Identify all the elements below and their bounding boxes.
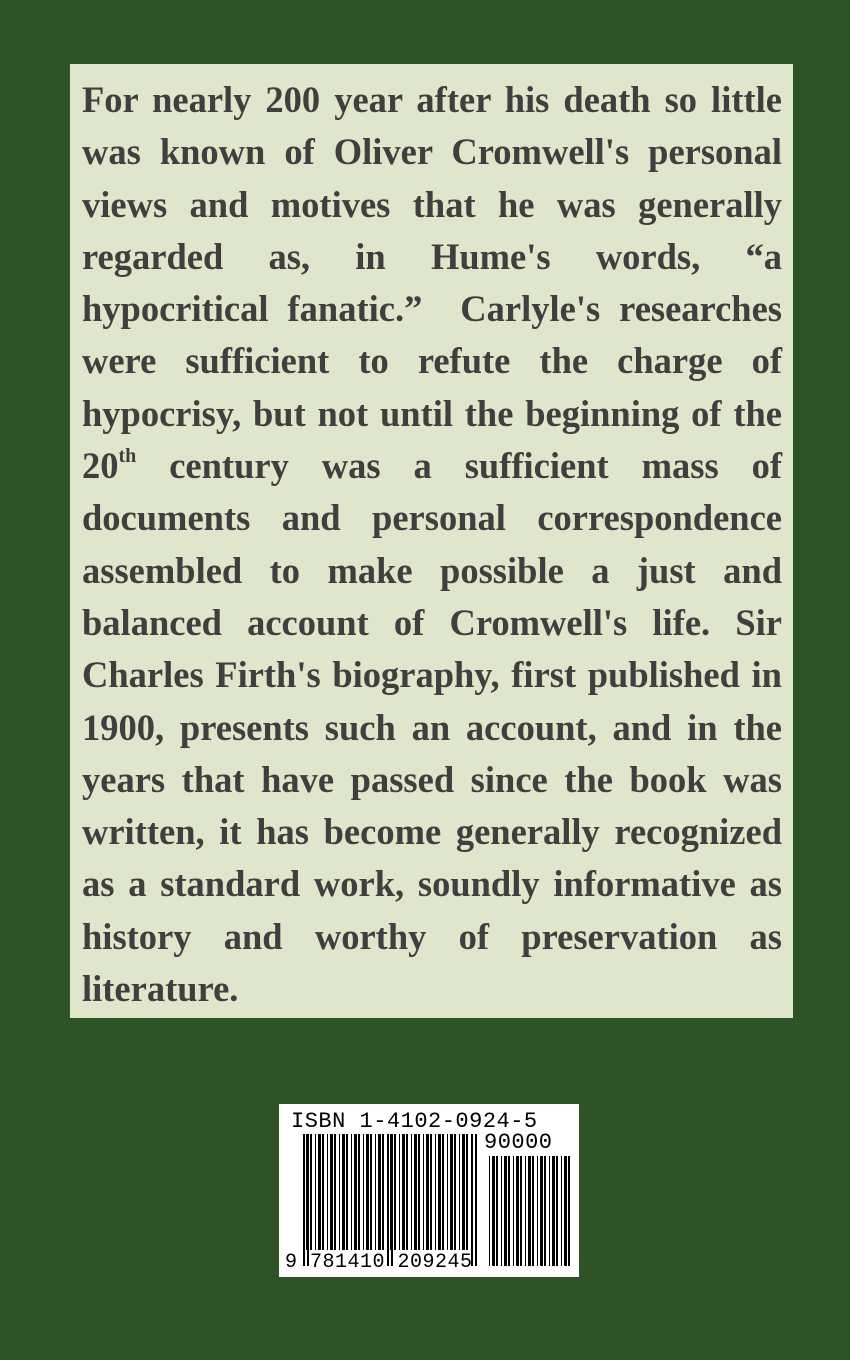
barcode-bar <box>423 1134 424 1250</box>
barcode-bar <box>339 1134 340 1250</box>
barcode-bar <box>532 1156 534 1266</box>
barcode-bar <box>418 1134 420 1250</box>
barcode-bar <box>501 1156 502 1266</box>
barcode-bar <box>537 1156 538 1266</box>
barcode-bar <box>504 1156 507 1266</box>
barcode-bar <box>544 1156 546 1266</box>
barcode-bar <box>346 1134 348 1250</box>
barcode-bar <box>438 1134 441 1250</box>
blurb-text-part-2: century was a sufficient mass of documents and personal correspondence assembled to make possible a just and balanced account of Cromwell's life. Sir Charles Firth's biography, first published in 1900, presents such an account, and in the years that have passed since the book was written, it has become generally recognized as a standard work, soundly informative as history and worthy of preservation as literature. <box>82 445 782 1010</box>
barcode-guard-bar <box>391 1134 393 1266</box>
barcode-guard-bar <box>387 1134 389 1266</box>
barcode-bar <box>318 1134 321 1250</box>
barcode-bar <box>322 1134 324 1250</box>
barcode-bar <box>334 1134 336 1250</box>
barcode-bar <box>459 1134 460 1250</box>
barcode-box <box>279 1104 579 1277</box>
barcode-bar <box>370 1134 372 1250</box>
barcode-bar <box>513 1156 514 1266</box>
barcode-bar <box>520 1156 522 1266</box>
barcode-bar <box>375 1134 376 1250</box>
barcode-bar <box>454 1134 456 1250</box>
barcode-bar <box>561 1156 562 1266</box>
barcode-bar <box>435 1134 436 1250</box>
barcode-bar <box>496 1156 498 1266</box>
barcode-bar <box>351 1134 352 1250</box>
barcode-guard-bar <box>303 1134 305 1266</box>
barcode-bar <box>492 1156 495 1266</box>
barcode-bar <box>327 1134 328 1250</box>
barcode-bar <box>394 1134 396 1250</box>
barcode-bar <box>466 1134 468 1250</box>
barcode-bar <box>568 1156 570 1266</box>
barcode-bar <box>552 1156 555 1266</box>
barcode-bar <box>426 1134 429 1250</box>
barcode-bar <box>508 1156 510 1266</box>
barcode-bar <box>315 1134 316 1250</box>
ean-number: 9 781410 209245 <box>285 1251 473 1274</box>
barcode-guard-bar <box>475 1134 477 1266</box>
barcode-bar <box>447 1134 448 1250</box>
barcode-bar <box>556 1156 558 1266</box>
barcode-bar <box>402 1134 405 1250</box>
barcode-bar <box>330 1134 333 1250</box>
barcode-bar <box>564 1156 567 1266</box>
price-code: 90000 <box>484 1130 553 1155</box>
blurb-panel <box>70 64 793 1018</box>
barcode-bar <box>549 1156 550 1266</box>
barcode-bar <box>528 1156 531 1266</box>
barcode-bar <box>399 1134 400 1250</box>
barcode-bar <box>411 1134 412 1250</box>
barcode-bar <box>363 1134 364 1250</box>
barcode-bar <box>489 1156 490 1266</box>
barcode-bar <box>358 1134 360 1250</box>
barcode-bar <box>450 1134 453 1250</box>
barcode-bar <box>378 1134 381 1250</box>
barcode-bar <box>525 1156 526 1266</box>
blurb-text-part-1: For nearly 200 year after his death so little was known of Oliver Cromwell's personal views and motives that he was generally regarded as, in Hume's words, “a hypocritical fanatic.” Carlyle's researches were sufficient to refute the charge of hypocrisy, but not until the beginning of the 20 <box>82 79 782 487</box>
barcode-bar <box>516 1156 519 1266</box>
barcode-bar <box>430 1134 432 1250</box>
barcode-guard-bar <box>471 1134 473 1266</box>
barcode-bar <box>442 1134 444 1250</box>
barcode-bar <box>366 1134 369 1250</box>
barcode-bar <box>354 1134 357 1250</box>
barcode-bar <box>414 1134 417 1250</box>
barcode-bar <box>462 1134 465 1250</box>
isbn-label: ISBN 1-4102-0924-5 <box>291 1109 538 1134</box>
barcode-bar <box>310 1134 312 1250</box>
barcode-bar <box>342 1134 345 1250</box>
ordinal-suffix: th <box>118 445 137 468</box>
barcode-bar <box>540 1156 543 1266</box>
barcode-guard-bar <box>307 1134 309 1266</box>
barcode-bar <box>406 1134 408 1250</box>
blurb-text <box>82 74 782 1015</box>
barcode-bar <box>382 1134 384 1250</box>
